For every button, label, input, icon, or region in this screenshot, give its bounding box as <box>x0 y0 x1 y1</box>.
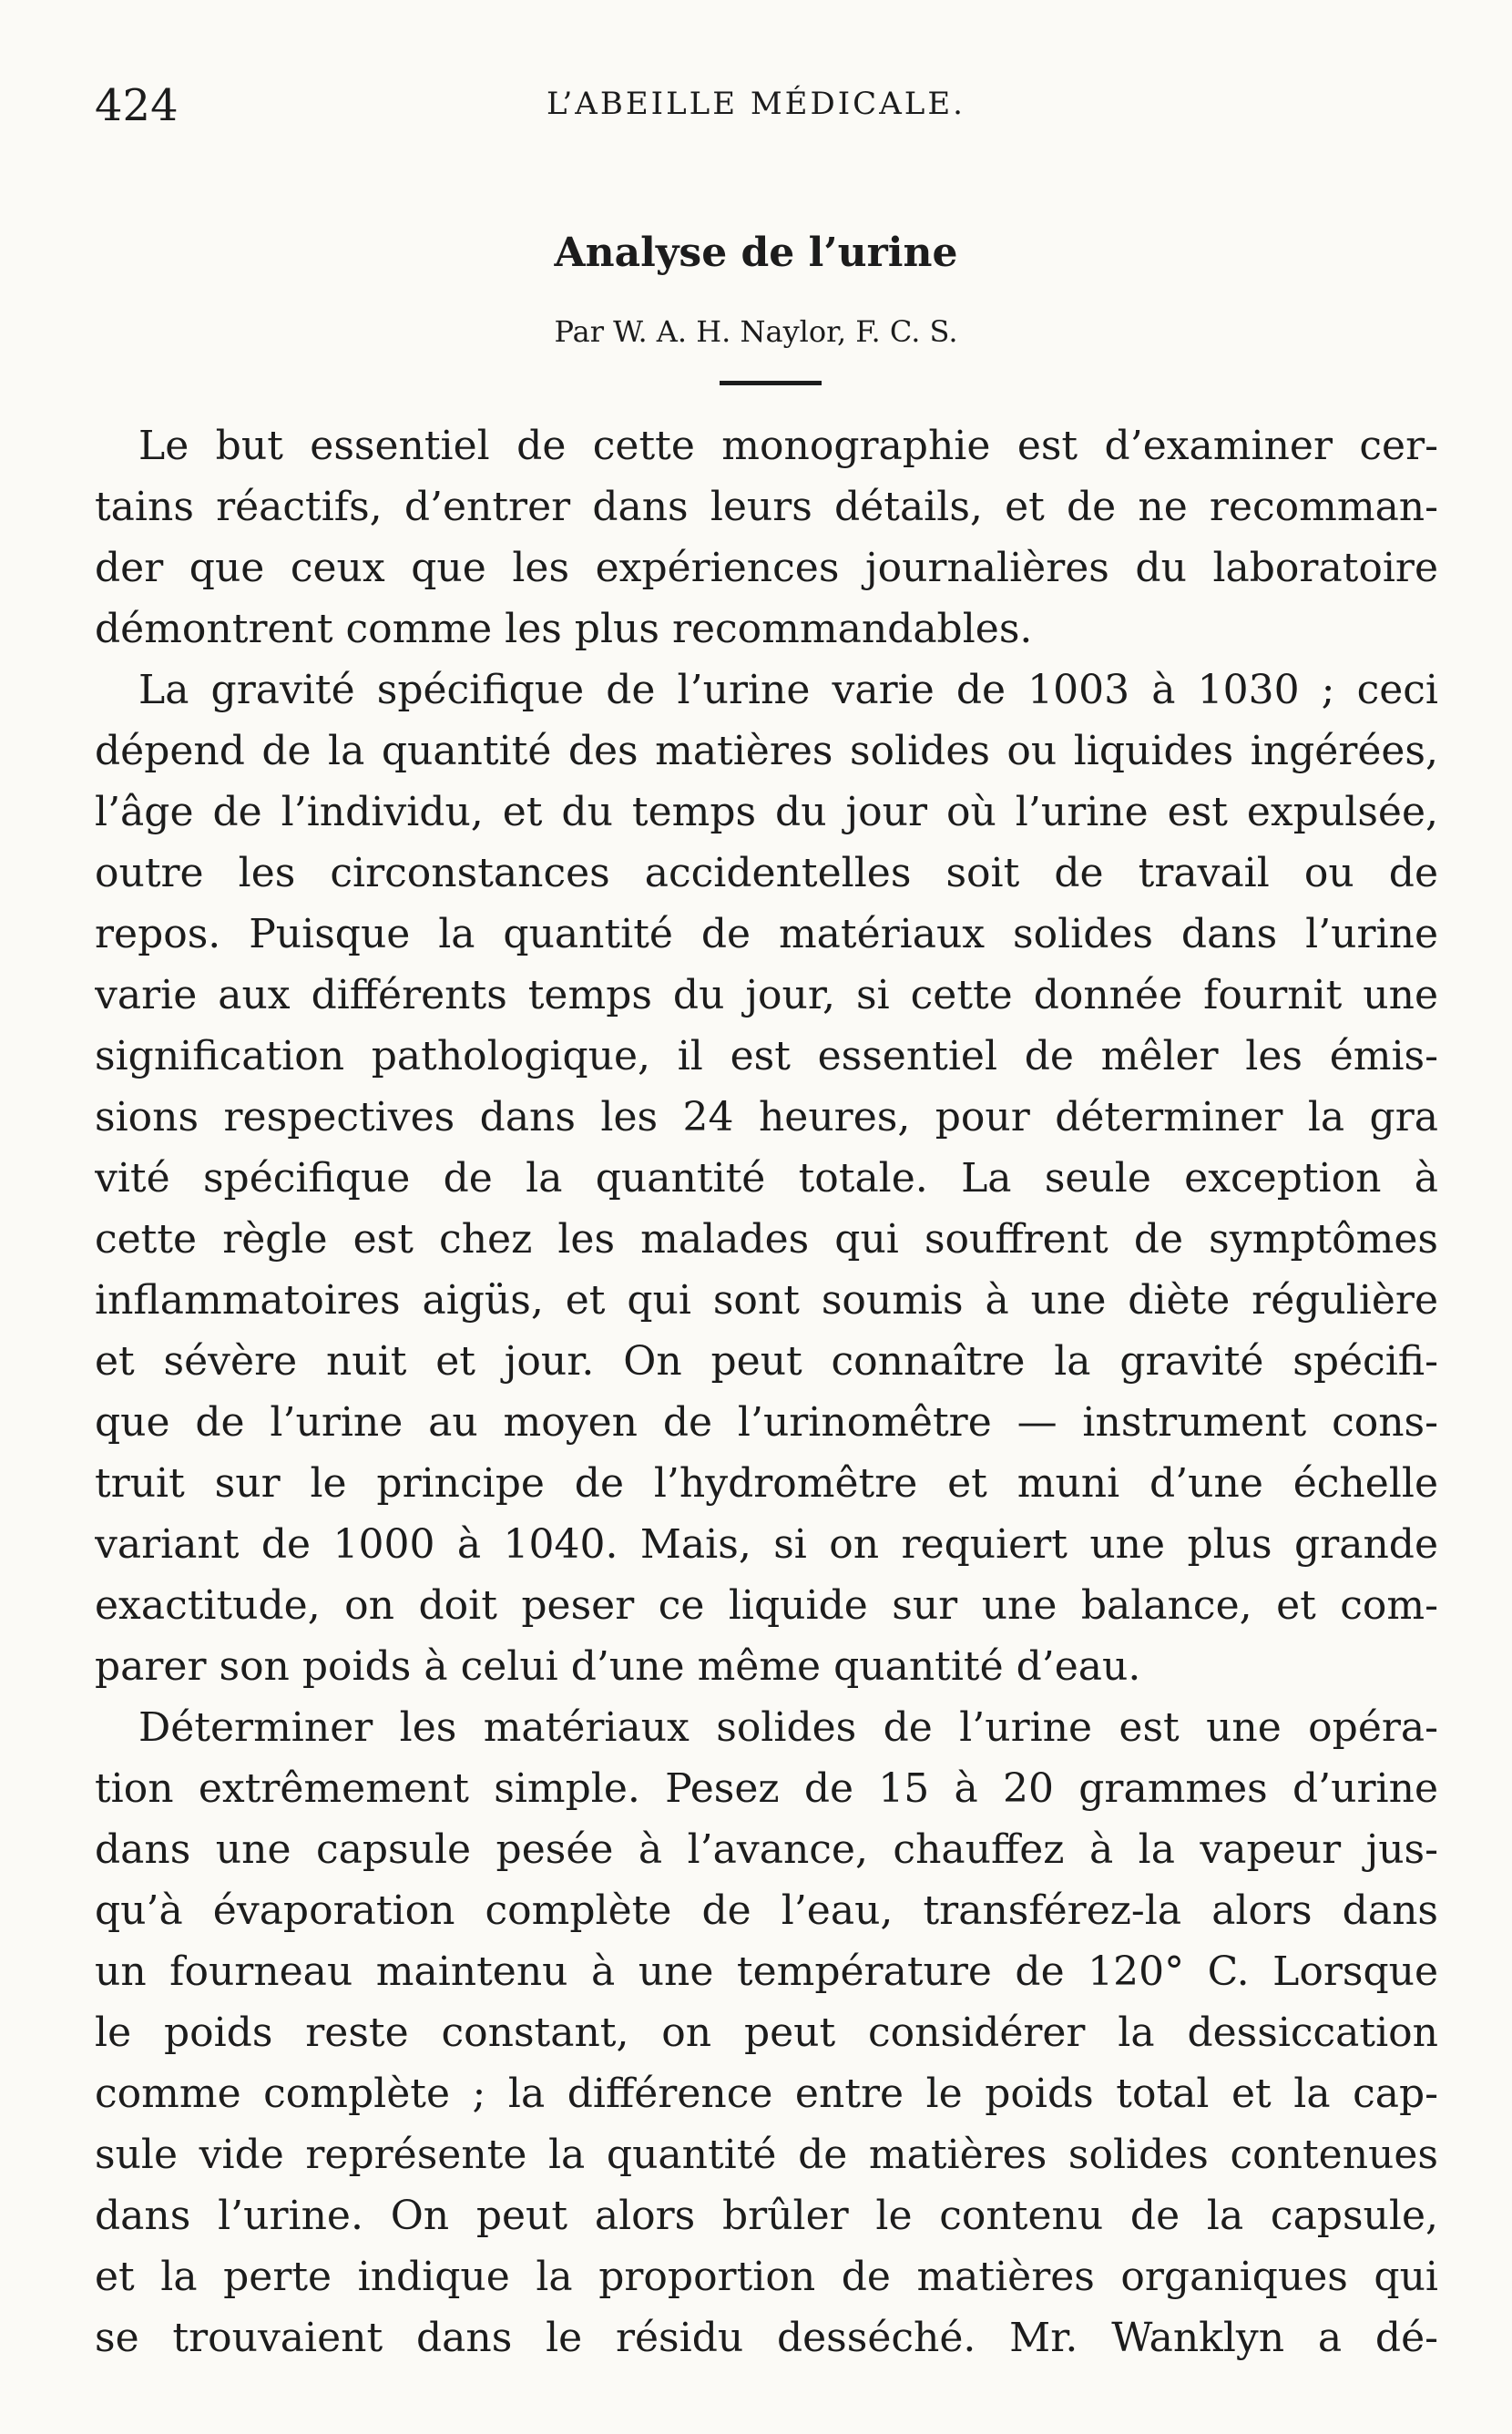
page-header <box>95 80 1417 135</box>
text-line: truit sur le principe de l’hydromêtre et muni d’une échelle <box>95 1460 1438 1507</box>
text-line: sions respectives dans les 24 heures, pour déterminer la gra <box>95 1094 1438 1140</box>
text-line: varie aux différents temps du jour, si cette donnée fournit une <box>95 972 1438 1018</box>
text-line: et la perte indique la proportion de matières organiques qui <box>95 2254 1438 2300</box>
text-line: Déterminer les matériaux solides de l’urine est une opéra- <box>138 1704 1438 1751</box>
text-line: variant de 1000 à 1040. Mais, si on requiert une plus grande <box>95 1521 1438 1568</box>
text-line: se trouvaient dans le résidu desséché. Mr. Wanklyn a dé- <box>95 2315 1438 2361</box>
text-line: comme complète ; la différence entre le poids total et la cap- <box>95 2071 1438 2117</box>
text-line: parer son poids à celui d’une même quantité d’eau. <box>95 1643 1141 1690</box>
text-line: un fourneau maintenu à une température de 120° C. Lorsque <box>95 1948 1438 1995</box>
article-title: Analyse de l’urine <box>554 230 958 276</box>
text-line: le poids reste constant, on peut considérer la dessiccation <box>95 2010 1438 2056</box>
page-number: 424 <box>95 80 179 131</box>
text-line: repos. Puisque la quantité de matériaux solides dans l’urine <box>95 911 1438 957</box>
text-line: démontrent comme les plus recommandables. <box>95 606 1033 652</box>
text-line: der que ceux que les expériences journalières du laboratoire <box>95 545 1438 591</box>
text-line: dans une capsule pesée à l’avance, chauffez à la vapeur jus- <box>95 1826 1438 1873</box>
text-line: vité spécifique de la quantité totale. La seule exception à <box>95 1155 1438 1202</box>
article-body <box>95 415 1438 2368</box>
text-line: inflammatoires aigüs, et qui sont soumis à une diète régulière <box>95 1277 1438 1324</box>
text-line: tion extrêmement simple. Pesez de 15 à 20 grammes d’urine <box>95 1765 1438 1812</box>
paragraph <box>95 415 1438 660</box>
title-rule <box>720 381 822 385</box>
text-line: signification pathologique, il est essentiel de mêler les émis- <box>95 1033 1438 1079</box>
text-line: outre les circonstances accidentelles soit de travail ou de <box>95 850 1438 896</box>
text-line: exactitude, on doit peser ce liquide sur une balance, et com- <box>95 1582 1438 1629</box>
paragraph <box>95 660 1438 1697</box>
running-title: L’ABEILLE MÉDICALE. <box>547 86 965 122</box>
text-line: La gravité spécifique de l’urine varie de 1003 à 1030 ; ceci <box>138 667 1438 713</box>
text-line: et sévère nuit et jour. On peut connaître la gravité spécifi- <box>95 1338 1438 1385</box>
text-line: que de l’urine au moyen de l’urinomêtre — instrument cons- <box>95 1399 1438 1446</box>
text-line: tains réactifs, d’entrer dans leurs détails, et de ne recomman- <box>95 484 1438 530</box>
text-line: qu’à évaporation complète de l’eau, transférez-la alors dans <box>95 1887 1438 1934</box>
text-line: dans l’urine. On peut alors brûler le contenu de la capsule, <box>95 2193 1438 2239</box>
text-line: dépend de la quantité des matières solides ou liquides ingérées, <box>95 728 1438 774</box>
text-line: l’âge de l’individu, et du temps du jour où l’urine est expulsée, <box>95 789 1438 835</box>
text-line: sule vide représente la quantité de matières solides contenues <box>95 2132 1438 2178</box>
paragraph <box>95 1697 1438 2368</box>
article-byline: Par W. A. H. Naylor, F. C. S. <box>554 314 958 349</box>
text-line: Le but essentiel de cette monographie est d’examiner cer- <box>138 423 1438 469</box>
text-line: cette règle est chez les malades qui souffrent de symptômes <box>95 1216 1438 1263</box>
